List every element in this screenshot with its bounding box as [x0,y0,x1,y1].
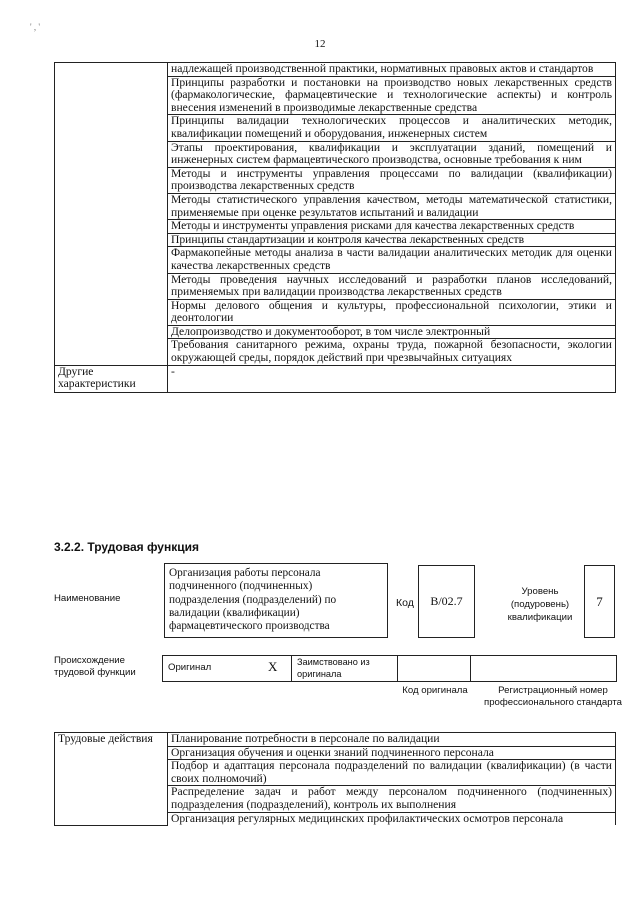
work-actions-table [54,732,616,826]
origin-divider [291,655,292,682]
knowledge-item: Принципы разработки и постановки на производство новых лекарственных средств (фармакологические, фармацевтические и технологические аспекты) и контроль внесения изменений в производимые лекарственные средства [168,76,616,115]
knowledge-item: Требования санитарного режима, охраны труда, пожарной безопасности, экологии окружающей среды, порядок действий при чрезвычайных ситуациях [168,339,616,365]
corner-marks: ' , ' [30,22,40,32]
knowledge-item: Этапы проектирования, квалификации и эксплуатации зданий, помещений и инженерных систем фармацевтического производства, основные требования к ним [168,141,616,167]
table-row [55,63,616,77]
original-mark: X [268,659,278,674]
level-box: 7 [584,565,615,638]
other-characteristics-value: - [168,365,616,392]
knowledge-item: Методы и инструменты управления рисками для качества лекарственных средств [168,220,616,234]
table-row [55,733,616,747]
knowledge-item: Методы проведения научных исследований и разработки планов исследований, применяемых при валидации производства лекарственных средств [168,273,616,299]
origin-divider [470,655,471,682]
code-label: Код [396,597,414,609]
code-original-caption: Код оригинала [402,685,468,696]
borrowed-label: Заимствовано из оригинала [297,657,370,679]
function-code-box: B/02.7 [418,565,475,638]
name-label: Наименование [54,593,121,604]
knowledge-item: Принципы валидации технологических процессов и аналитических методик, квалификации помещений и оборудования, инженерных систем [168,115,616,141]
level-label: Уровень (подуровень) квалификации [507,586,573,623]
origin-divider [397,655,398,682]
work-action-item: Организация регулярных медицинских профилактических осмотров персонала [168,812,616,825]
knowledge-table [54,62,616,393]
work-action-item: Распределение задач и работ между персоналом подчиненного (подчиненных) подразделения (подразделений), контроль их выполнения [168,786,616,812]
page-number: 12 [314,38,326,50]
origin-label: Происхождение трудовой функции [54,655,136,678]
original-label: Оригинал [168,662,212,673]
knowledge-item: Методы статистического управления качеством, методы математической статистики, применяемые при оценке результатов испытаний и валидации [168,193,616,219]
work-action-item: Планирование потребности в персонале по валидации [168,733,616,747]
table-row [55,365,616,392]
registration-caption: Регистрационный номер профессионального стандарта [484,685,622,708]
knowledge-item: Фармакопейные методы анализа в части валидации аналитических методик для оценки качества лекарственных средств [168,247,616,273]
function-name-box: Организация работы персонала подчиненного (подчиненных) подразделения (подразделений) по валидации (квалификации) фармацевтического производства [164,563,388,638]
work-action-item: Организация обучения и оценки знаний подчиненного персонала [168,746,616,760]
other-characteristics-label: Другие характеристики [55,365,168,392]
knowledge-item: Делопроизводство и документооборот, в том числе электронный [168,325,616,339]
section-title: 3.2.2. Трудовая функция [54,540,199,554]
knowledge-item: Методы и инструменты управления процессами по валидации (квалификации) производства лекарственных средств [168,167,616,193]
work-action-item: Подбор и адаптация персонала подразделений по валидации (квалификации) (в части своих полномочий) [168,760,616,786]
work-actions-label: Трудовые действия [55,733,168,826]
knowledge-item: Нормы делового общения и культуры, профессиональной психологии, этики и деонтологии [168,299,616,325]
knowledge-item: Принципы стандартизации и контроля качества лекарственных средств [168,233,616,247]
knowledge-item: надлежащей производственной практики, нормативных правовых актов и стандартов [168,63,616,77]
knowledge-label-cell [55,63,168,366]
